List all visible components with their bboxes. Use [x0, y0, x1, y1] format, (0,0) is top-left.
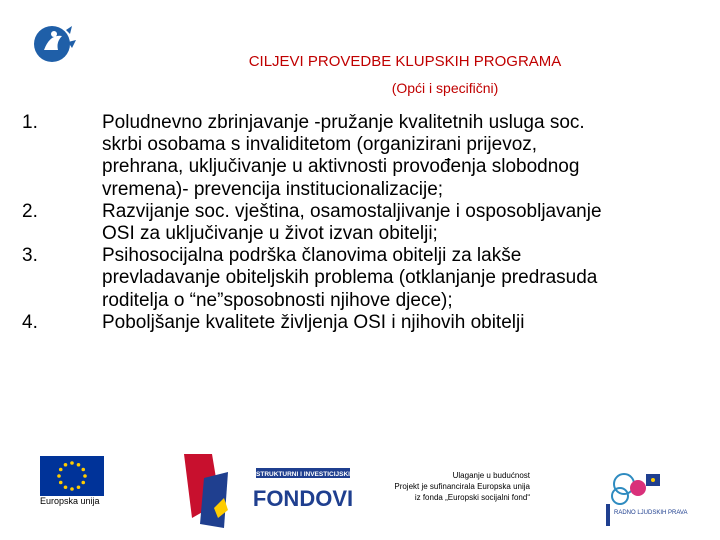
list-item — [22, 245, 702, 312]
list-item-line: prevladavanje obiteljskih problema (otklanjanje predrasuda — [102, 267, 598, 289]
fondovi-logo-icon — [184, 448, 356, 528]
eu-star-icon — [70, 461, 74, 465]
fondovi-small-label: STRUKTURNI I INVESTICIJSKI — [256, 471, 350, 478]
list-item-line: roditelja o “ne”sposobnosti njihove djece); — [102, 289, 453, 311]
eu-star-icon — [81, 481, 85, 485]
list-item-line: prehrana, uključivanje u aktivnosti provođenja slobodnog — [102, 156, 580, 178]
eu-star-icon — [81, 468, 85, 472]
club-logo-label: RADNO LJUDSKIH PRAVA — [614, 510, 688, 516]
investment-note-line: Projekt je sufinancirala Europska unija — [394, 482, 530, 491]
goals-list — [22, 112, 702, 334]
page-title: CILJEVI PROVEDBE KLUPSKIH PROGRAMA — [248, 53, 562, 70]
list-item-line: Poludnevno zbrinjavanje -pružanje kvalitetnih usluga soc. — [102, 112, 585, 133]
list-item-line: skrbi osobama s invaliditetom (organizirani prijevoz, — [102, 134, 538, 156]
club-logo-icon — [598, 464, 688, 530]
eu-star-icon — [64, 463, 68, 467]
fondovi-big-label: FONDOVI — [252, 486, 354, 511]
page-subtitle: (Opći i specifični) — [391, 80, 499, 96]
eu-star-icon — [64, 485, 68, 489]
list-item-line: Psihosocijalna podrška članovima obitelji za lakše — [102, 245, 522, 267]
list-item-number: 1. — [22, 112, 38, 133]
investment-note-line: iz fonda „Europski socijalni fond“ — [414, 493, 530, 502]
eu-star-icon — [70, 487, 74, 491]
list-item — [22, 112, 702, 201]
page-header — [0, 52, 720, 98]
investment-note — [370, 470, 530, 503]
eu-flag-icon — [40, 456, 104, 496]
list-item — [22, 200, 702, 245]
list-item-number: 3. — [22, 245, 38, 267]
eu-star-icon — [57, 474, 61, 478]
eu-star-icon — [59, 468, 63, 472]
eu-star-icon — [59, 481, 63, 485]
list-item-number: 2. — [22, 200, 38, 222]
list-item — [22, 311, 702, 334]
list-item-line: Poboljšanje kvalitete življenja OSI i njihovih obitelji — [102, 311, 525, 333]
investment-note-line: Ulaganje u budućnost — [452, 471, 530, 480]
eu-star-icon — [83, 474, 87, 478]
list-item-line: OSI za uključivanje u život izvan obitelji; — [102, 223, 438, 245]
eu-star-icon — [77, 463, 81, 467]
list-item-number: 4. — [22, 311, 38, 333]
list-item-line: Razvijanje soc. vještina, osamostaljivanje i osposobljavanje — [102, 200, 602, 222]
list-item-line: vremena)- prevencija institucionalizacije; — [102, 178, 444, 200]
eu-star-icon — [77, 485, 81, 489]
eu-caption: Europska unija — [40, 496, 100, 506]
